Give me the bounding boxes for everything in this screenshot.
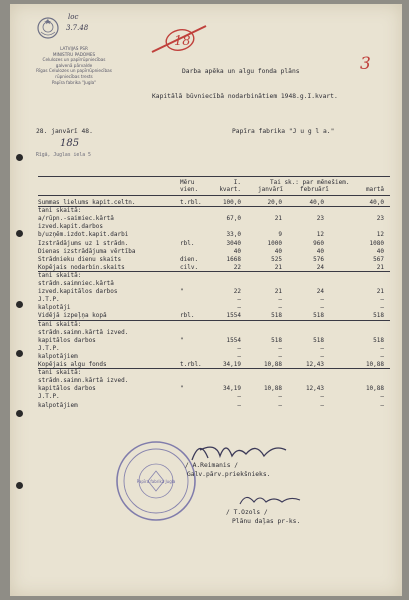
- handwritten-note: 3.7.48: [66, 24, 89, 32]
- row-mar-value: 567: [373, 255, 384, 263]
- row-unit: t.rbl.: [180, 199, 202, 206]
- table-row: [38, 223, 398, 230]
- row-mar-value: –: [380, 304, 384, 312]
- header-month-group: Tai sk.: par mēnešiem.: [270, 179, 350, 186]
- table-row: [38, 240, 398, 247]
- row-quarter-value: –: [237, 401, 241, 409]
- table-row: [38, 345, 398, 352]
- row-mar-value: –: [380, 296, 384, 304]
- row-unit: t.rbl.: [180, 361, 202, 368]
- row-jan-value: 21: [274, 263, 282, 271]
- row-label: tani skaitā:: [38, 207, 82, 215]
- row-quarter-value: –: [237, 344, 241, 352]
- row-mar-value: 10,88: [365, 361, 384, 368]
- row-label: kalpotājiem: [38, 401, 78, 409]
- header-month: februārī: [300, 186, 329, 193]
- punch-hole: [16, 482, 23, 489]
- row-rule: [38, 271, 390, 272]
- letterhead-line: rūpniecības trests: [55, 73, 93, 79]
- row-feb-value: 518: [313, 312, 324, 320]
- row-rule: [38, 206, 390, 207]
- table-row: [38, 321, 398, 328]
- row-label: Vidējā izpeļņa kopā: [38, 312, 107, 320]
- row-mar-value: –: [380, 352, 384, 360]
- row-mar-value: –: [380, 344, 384, 352]
- row-label: b/uzņēm.izdot.kapit.darbi: [38, 231, 129, 239]
- row-jan-value: 1000: [267, 239, 282, 247]
- row-label: Summas lielums kapit.celtn.: [38, 199, 136, 206]
- row-jan-value: 9: [278, 231, 282, 239]
- row-label: strādn.saimniec.kārtā: [38, 280, 114, 287]
- table-row: [38, 377, 398, 384]
- seal-text: Papīra fabrika Jugla: [136, 479, 176, 484]
- row-quarter-value: 33,0: [226, 231, 241, 239]
- row-mar-value: –: [380, 393, 384, 401]
- row-jan-value: 525: [271, 255, 282, 263]
- row-jan-value: –: [278, 352, 282, 360]
- row-unit: rbl.: [180, 312, 195, 320]
- table-row: [38, 231, 398, 238]
- punch-hole: [16, 154, 23, 161]
- row-quarter-value: 67,0: [226, 215, 241, 223]
- row-quarter-value: –: [237, 304, 241, 312]
- red-corner-mark: 3: [360, 54, 371, 74]
- row-feb-value: –: [320, 304, 324, 312]
- row-label: Dienas izstrādājuma vērtība: [38, 247, 136, 255]
- row-label: J.T.P.: [38, 393, 60, 401]
- table-row: [38, 385, 398, 392]
- row-feb-value: –: [320, 393, 324, 401]
- row-quarter-value: –: [237, 296, 241, 304]
- row-mar-value: 40: [376, 247, 384, 255]
- row-rule: [38, 320, 390, 321]
- row-mar-value: 518: [373, 336, 384, 344]
- row-quarter-value: –: [237, 393, 241, 401]
- director-name: / A.Reimanis /: [185, 462, 239, 469]
- table-row: [38, 199, 398, 206]
- letterhead-line: galvenā pārvalde: [55, 62, 93, 68]
- planner-name: / T.Ozols /: [226, 509, 268, 516]
- row-label: tani skaitā:: [38, 320, 82, 328]
- row-jan-value: 40: [274, 247, 282, 255]
- table-row: [38, 402, 398, 409]
- header-month: janvārī: [258, 186, 284, 193]
- row-feb-value: 24: [316, 263, 324, 271]
- table-header-row: [38, 179, 398, 186]
- row-quarter-value: 100,0: [222, 199, 241, 206]
- row-jan-value: –: [278, 304, 282, 312]
- header-year: I.: [233, 179, 241, 186]
- table-row: [38, 296, 398, 303]
- row-jan-value: –: [278, 401, 282, 409]
- row-mar-value: 1080: [369, 239, 384, 247]
- row-label: Kopējais nodarbin.skaits: [38, 263, 125, 271]
- row-feb-value: 576: [313, 255, 324, 263]
- row-jan-value: –: [278, 344, 282, 352]
- row-feb-value: 23: [316, 215, 324, 223]
- row-unit: cilv.: [180, 263, 199, 271]
- table-top-rule: [38, 176, 390, 177]
- row-label: kalpotāji: [38, 304, 71, 312]
- row-label: J.T.P.: [38, 296, 60, 304]
- row-label: Izstrādājums uz 1 strādn.: [38, 239, 129, 247]
- row-quarter-value: 22: [233, 288, 241, 296]
- row-feb-value: 518: [313, 336, 324, 344]
- row-quarter-value: 1554: [226, 312, 241, 320]
- table-header-row: [38, 186, 398, 193]
- row-feb-value: 12: [316, 231, 324, 239]
- punch-hole: [16, 410, 23, 417]
- row-unit: ": [180, 385, 184, 393]
- table-row: [38, 280, 398, 287]
- table-row: [38, 312, 398, 319]
- letterhead-line: Rīgas Celulozes un papīrrūpniecības: [36, 68, 112, 74]
- row-quarter-value: 40: [233, 247, 241, 255]
- row-jan-value: 518: [271, 336, 282, 344]
- document-title: Darba apēka un algu fonda plāns: [182, 68, 300, 75]
- row-label: kapitālos darbos: [38, 336, 96, 344]
- table-row: [38, 361, 398, 368]
- row-label: tani skaitā:: [38, 271, 82, 279]
- row-label: izved.kapit.darbos: [38, 223, 104, 231]
- red-number-stamp: [148, 22, 212, 58]
- document-address: Rīgā, Juglas iela 5: [36, 153, 91, 158]
- row-label: kalpotājiem: [38, 352, 78, 360]
- table-row: [38, 304, 398, 311]
- table-row: [38, 215, 398, 222]
- row-label: Strādnieku dienu skaits: [38, 255, 122, 263]
- row-jan-value: 10,88: [263, 385, 282, 393]
- header-unit: vien.: [180, 186, 199, 193]
- header-unit: Mēru: [180, 179, 195, 186]
- planner-title: Plānu daļas pr-ks.: [232, 518, 301, 525]
- row-mar-value: 10,88: [365, 385, 384, 393]
- table-row: [38, 264, 398, 271]
- row-unit: ": [180, 288, 184, 296]
- table-row: [38, 256, 398, 263]
- row-quarter-value: 22: [233, 263, 241, 271]
- coat-of-arms-icon: [36, 16, 60, 40]
- row-feb-value: –: [320, 296, 324, 304]
- punch-hole: [16, 301, 23, 308]
- director-title: Galv.pārv.priekšnieks.: [187, 471, 271, 478]
- table-row: [38, 288, 398, 295]
- header-month: martā: [365, 186, 384, 193]
- table-row: [38, 353, 398, 360]
- table-row: [38, 369, 398, 376]
- row-label: tani skaitā:: [38, 369, 82, 377]
- row-mar-value: 12: [376, 231, 384, 239]
- letterhead-line: Papīra fabrika "Jugla": [51, 79, 97, 85]
- row-quarter-value: 1668: [226, 255, 241, 263]
- row-feb-value: 12,43: [305, 385, 324, 393]
- document-date: 28. janvārī 48.: [36, 128, 93, 135]
- row-feb-value: 40: [316, 247, 324, 255]
- row-feb-value: 960: [313, 239, 324, 247]
- row-quarter-value: 3040: [226, 239, 241, 247]
- reference-number: 185: [60, 138, 80, 149]
- row-mar-value: 21: [376, 263, 384, 271]
- table-row: [38, 207, 398, 214]
- table-header-rule: [38, 195, 390, 196]
- row-label: a/rūpn.-saimiec.kārtā: [38, 215, 114, 223]
- row-mar-value: 23: [376, 215, 384, 223]
- row-jan-value: 518: [271, 312, 282, 320]
- punch-hole: [16, 230, 23, 237]
- table-row: [38, 272, 398, 279]
- row-quarter-value: 1554: [226, 336, 241, 344]
- row-mar-value: 21: [376, 288, 384, 296]
- row-feb-value: –: [320, 344, 324, 352]
- planner-signature: [236, 490, 306, 510]
- letterhead-line: Celulozes un papīrrūpniecības: [42, 57, 106, 63]
- row-feb-value: 24: [316, 288, 324, 296]
- row-unit: dien.: [180, 255, 199, 263]
- factory-name: Papīra fabrika "J u g l a.": [232, 128, 335, 135]
- row-mar-value: –: [380, 401, 384, 409]
- row-feb-value: –: [320, 352, 324, 360]
- table-row: [38, 393, 398, 400]
- document-page: [10, 4, 402, 596]
- row-jan-value: 10,88: [263, 361, 282, 368]
- row-label: strādn.saimn.kārtā izved.: [38, 377, 129, 385]
- row-rule: [38, 368, 390, 369]
- letterhead-line: LATVIJAS PSR: [60, 46, 88, 51]
- row-jan-value: 20,0: [267, 199, 282, 206]
- header-year: kvart.: [219, 186, 241, 193]
- table-row: [38, 329, 398, 336]
- row-jan-value: 21: [274, 215, 282, 223]
- handwritten-note: loc: [68, 13, 79, 21]
- table-row: [38, 337, 398, 344]
- row-quarter-value: 34,19: [222, 385, 241, 393]
- row-label: Kopējais algu fonds: [38, 361, 107, 368]
- row-mar-value: 518: [373, 312, 384, 320]
- row-quarter-value: 34,19: [222, 361, 241, 368]
- letterhead-line: MINISTRU PADOMES: [52, 51, 96, 57]
- row-jan-value: 21: [274, 288, 282, 296]
- stamp-number: 18: [174, 34, 191, 49]
- row-jan-value: –: [278, 296, 282, 304]
- row-feb-value: 40,0: [309, 199, 324, 206]
- row-jan-value: –: [278, 393, 282, 401]
- row-feb-value: –: [320, 401, 324, 409]
- document-subtitle: Kapitālā būvniecībā nodarbinātiem 1948.g.I.kvart.: [152, 93, 338, 100]
- row-unit: rbl.: [180, 239, 195, 247]
- row-label: izved.kapitālos darbos: [38, 288, 118, 296]
- row-label: kapitālos darbos: [38, 385, 96, 393]
- table-row: [38, 248, 398, 255]
- row-mar-value: 40,0: [369, 199, 384, 206]
- row-label: strādn.saimn.kārtā izved.: [38, 328, 129, 336]
- row-label: J.T.P.: [38, 344, 60, 352]
- row-unit: ": [180, 336, 184, 344]
- row-feb-value: 12,43: [305, 361, 324, 368]
- punch-hole: [16, 350, 23, 357]
- row-quarter-value: –: [237, 352, 241, 360]
